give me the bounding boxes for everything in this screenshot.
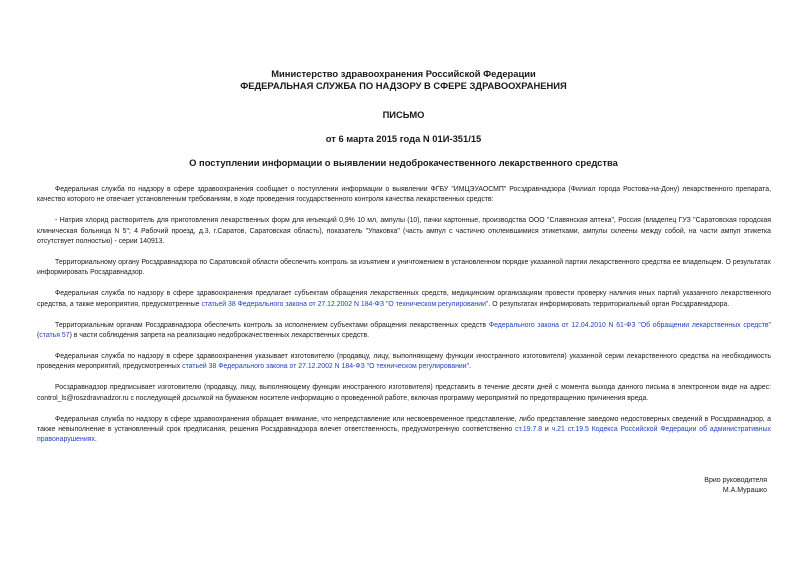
law-184-article-38-link[interactable]: статьей 38 Федерального закона от 27.12.2002 N 184-ФЗ "О техническом регулировании" [201, 300, 489, 308]
paragraph-6-text-b: . [469, 363, 471, 371]
paragraph-4 [37, 289, 771, 310]
signature-block [704, 476, 767, 497]
paragraph-5-text-a: Территориальным органам Росздравнадзора обеспечить контроль за исполнением субъектами обращения лекарственных средств [55, 321, 489, 329]
signer-position: Врио руководителя [704, 477, 767, 484]
paragraph-5-text-b: ) в части соблюдения запрета на реализацию недоброкачественных лекарственных средств. [69, 332, 370, 340]
koap-article-19-5-link[interactable]: ч.21 ст.19.5 Кодекса Российской Федерации об административных правонарушениях [37, 426, 771, 444]
law-184-article-38-link-2[interactable]: статьей 38 Федерального закона от 27.12.2002 N 184-ФЗ "О техническом регулировании" [182, 363, 470, 371]
article-19-7-8-link[interactable]: ст.19.7.8 [515, 426, 543, 433]
document-subject: О поступлении информации о выявлении недоброкачественного лекарственного средства [189, 157, 618, 168]
paragraph-7: Росздравнадзор предписывает изготовителю (продавцу, лицу, выполняющему функции иностранного изготовителя) представить в течение десяти дней с момента выхода данного письма в электронном виде на адрес: control_ls@roszdravnadzor.ru с последующей досылкой на бумажном носителе информацию о проведенной работе, включая программу мероприятий по предотвращению причинения вреда. [37, 384, 771, 402]
paragraph-8-text-b: . [94, 436, 97, 444]
paragraph-3: Территориальному органу Росздравнадзора по Саратовской области обеспечить контроль за изъятием и уничтожением в установленном порядке указанной партии лекарственного средства ее владельцем. О результатах информировать Росздравнадзор. [37, 259, 771, 277]
paragraph-5 [37, 321, 771, 342]
article-57-link[interactable]: статья 57 [39, 332, 70, 340]
ministry-name: Министерство здравоохранения Российской Федерации [271, 68, 536, 79]
service-name: ФЕДЕРАЛЬНАЯ СЛУЖБА ПО НАДЗОРУ В СФЕРЕ ЗДРАВООХРАНЕНИЯ [240, 79, 567, 91]
paragraph-2: - Натрия хлорид растворитель для приготовления лекарственных форм для инъекций 0,9% 10 мл, ампулы (10), пачки картонные, производства ООО "Славянская аптека", Россия (владелец ГУЗ "Саратовская городская клиническая больница N 5"; 4 Рабочий проезд, д.3, г.Саратов, Саратовская область), показатель "Упаковка" (часть ампул с частично отклеившимися этикетками, ампулы склеены между собой, на части ампул этикетка отсутствует полностью) - серии 140913. [37, 217, 771, 246]
law-61-link[interactable]: Федерального закона от 12.04.2010 N 61-ФЗ "Об обращении лекарственных средств" [488, 321, 772, 329]
paragraph-8 [37, 415, 771, 446]
paragraph-5-text-mid: ( [37, 332, 40, 340]
paragraph-8-text-a: Федеральная служба по надзору в сфере здравоохранения обращает внимание, что непредставление или несвоевременное представление, либо представление заведомо недостоверных сведений в Росздравнадзор, а также невыполнение в установленный срок предписания, решения Росздравнадзора влечет ответственность, предусмотренную соответственно [37, 415, 771, 433]
document-body [37, 185, 771, 456]
paragraph-4-text-b: . О результатах информировать территориальный орган Росздравнадзора. [488, 300, 730, 308]
paragraph-4-text-a: Федеральная служба по надзору в сфере здравоохранения предлагает субъектам обращения лекарственных средств, медицинским организациям провести проверку наличия иных партий указанного лекарственного средства, а также мероприятия, предусмотренные [37, 290, 771, 308]
document-type: ПИСЬМО [382, 109, 425, 120]
paragraph-6-text-a: Федеральная служба по надзору в сфере здравоохранения указывает изготовителю (продавцу, лицу, выполняющему функции иностранного изготовителя) указанной серии лекарственного средства на необходимость проведения мероприятий, предусмотренных [37, 352, 771, 371]
paragraph-1: Федеральная служба по надзору в сфере здравоохранения сообщает о поступлении информации о выявлении ФГБУ "ИМЦЭУАОСМП" Росздравнадзора (Филиал города Ростова-на-Дону) лекарственного препарата, качество которого не отвечает установленным требованиям, в ходе проведения государственного контроля качества лекарственных средств: [37, 186, 771, 204]
document-date-number: от 6 марта 2015 года N 01И-351/15 [325, 132, 482, 144]
paragraph-8-text-mid: и [542, 426, 552, 433]
paragraph-6 [37, 352, 771, 373]
document-header [0, 68, 807, 144]
signer-name: М.А.Мурашко [722, 487, 767, 495]
